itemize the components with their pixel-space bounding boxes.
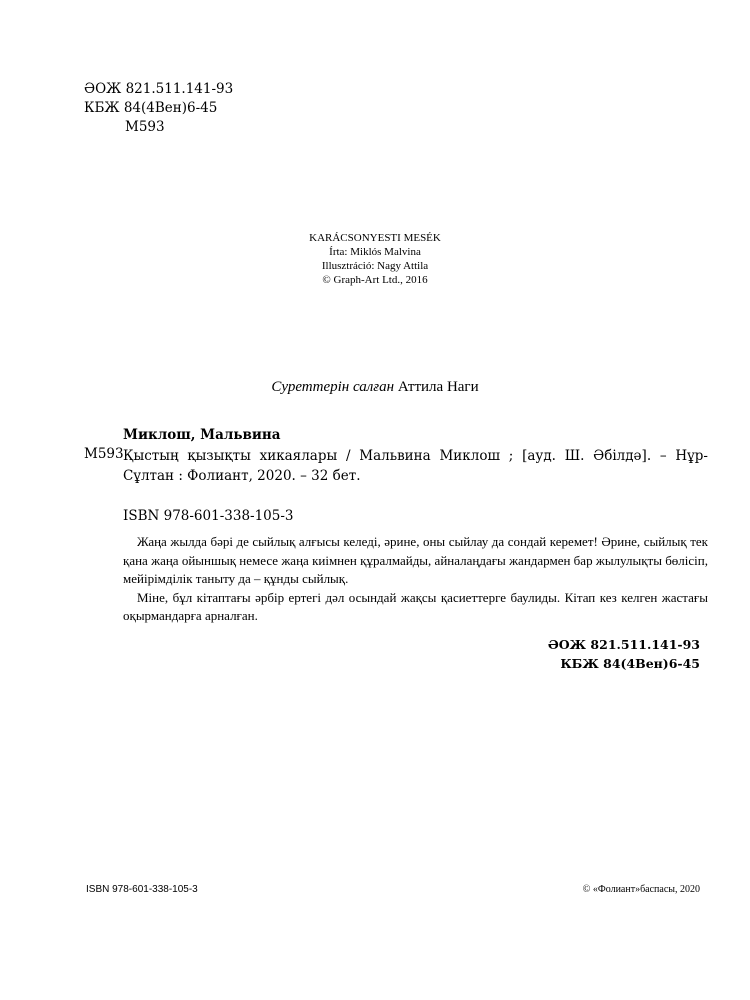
catalog-description: Қыстың қызықты хикаялары / Мальвина Миклош ; [ауд. Ш. Әбілдә]. – Нұр-Сұлтан : Фолиант, 2020. – 32 бет. bbox=[123, 448, 708, 484]
bbk-code: КБЖ 84(4Вен)6-45 bbox=[84, 100, 218, 116]
classification-codes-bottom bbox=[540, 635, 700, 673]
original-copyright: © Graph-Art Ltd., 2016 bbox=[322, 274, 428, 286]
illustration-credit-label: Суреттерін салған bbox=[271, 379, 395, 395]
udc-code-bottom: ӘОЖ 821.511.141-93 bbox=[547, 637, 700, 652]
original-edition-info bbox=[0, 231, 750, 287]
footer-isbn: ISBN 978-601-338-105-3 bbox=[86, 884, 198, 895]
original-illustrator: Illusztráció: Nagy Attila bbox=[321, 260, 429, 272]
author-mark: М593 bbox=[125, 119, 165, 135]
original-author: Írta: Miklós Malvina bbox=[329, 246, 421, 258]
annotation-paragraph-1: Жаңа жылда бәрі де сыйлық алғысы келеді, әрине, оны сыйлау да сондай керемет! Әрине, сыйлық тек қана жаңа ойыншық немесе жаңа киімнен құралмайды, айналаңдағы жандармен бар жылулықты бөлісіп, мейірімділік таныту да – құнды сыйлық. bbox=[123, 534, 708, 586]
annotation bbox=[123, 533, 708, 626]
original-title: KARÁCSONYESTI MESÉK bbox=[309, 232, 441, 244]
classification-codes bbox=[84, 80, 233, 137]
annotation-paragraph-2: Міне, бұл кітаптағы әрбір ертегі дәл осындай жақсы қасиеттерге баулиды. Кітап кез келген жастағы оқырмандарға арналған. bbox=[123, 589, 708, 623]
illustrator-name: Аттила Наги bbox=[397, 379, 479, 395]
catalog-mark: М593 bbox=[84, 446, 124, 462]
bbk-code-bottom: КБЖ 84(4Вен)6-45 bbox=[560, 656, 700, 671]
illustration-credit bbox=[0, 379, 750, 396]
footer-copyright: © «Фолиант»баспасы, 2020 bbox=[582, 884, 700, 895]
catalog-isbn: ISBN 978-601-338-105-3 bbox=[123, 508, 294, 524]
udc-code: ӘОЖ 821.511.141-93 bbox=[84, 81, 234, 97]
catalog-author-heading: Миклош, Мальвина bbox=[123, 427, 281, 443]
